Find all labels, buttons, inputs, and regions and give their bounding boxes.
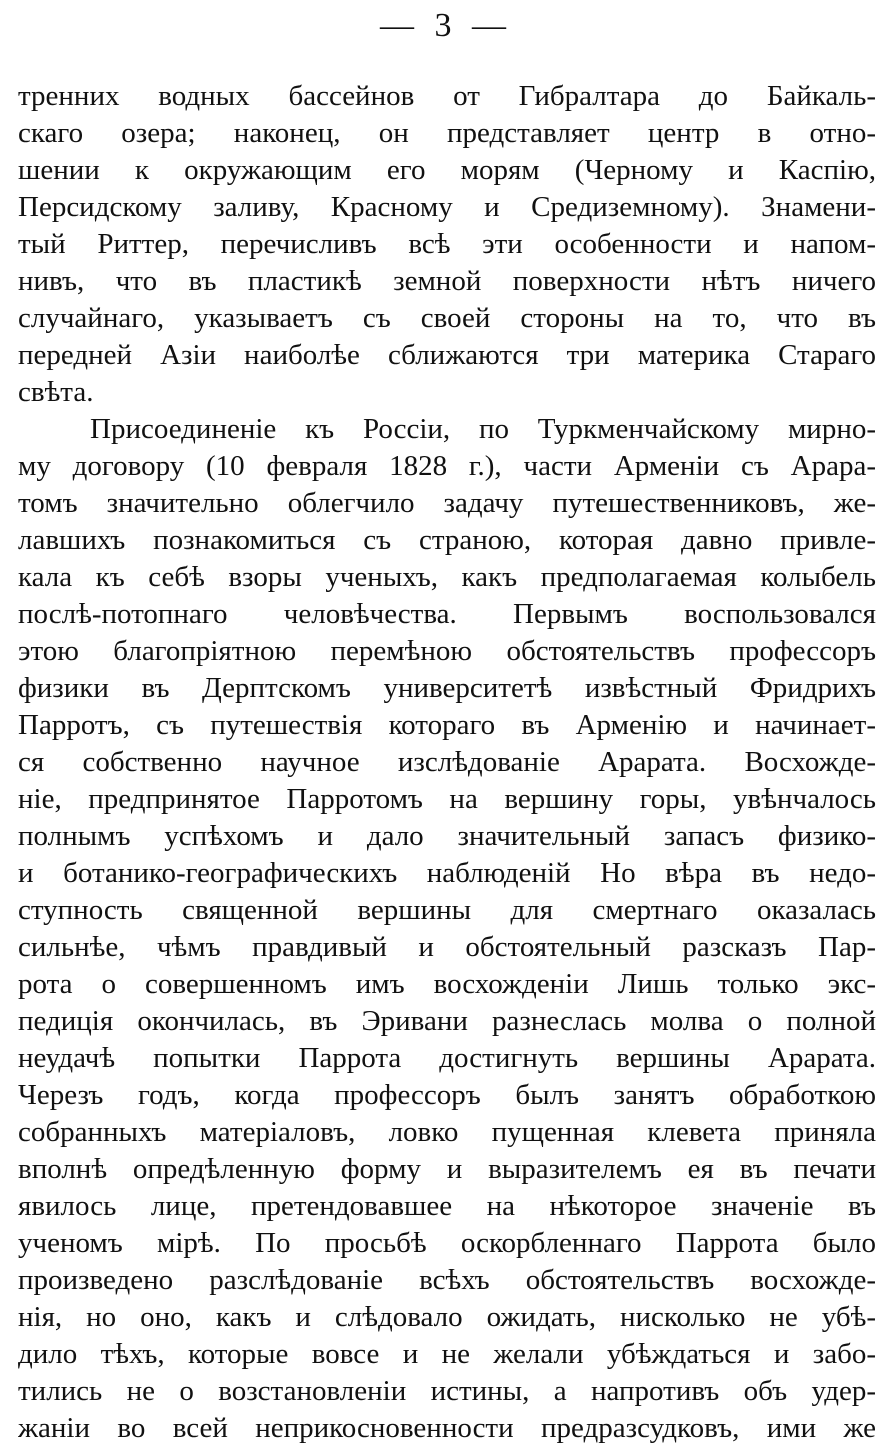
paragraph-start-line: Присоединеніе къ Россіи, по Туркменчайскому мирно- — [90, 413, 876, 445]
text-line: и ботанико-географическихъ наблюденій Но вѣра въ недо- — [18, 857, 876, 889]
text-line: жаніи во всей неприкосновенности предразсудковъ, ими же — [18, 1412, 876, 1444]
text-line: ся собственно научное изслѣдованіе Арарата. Восхожде- — [18, 746, 876, 778]
text-line: скаго озера; наконец, он представляет центр в отно- — [18, 117, 876, 149]
text-line: ніе, предпринятое Парротомъ на вершину горы, увѣнчалось — [18, 783, 876, 815]
text-line: полнымъ успѣхомъ и дало значительный запасъ физико- — [18, 820, 876, 852]
text-line: послѣ-потопнаго человѣчества. Первымъ воспользовался — [18, 598, 876, 630]
text-line: ученомъ мірѣ. По просьбѣ оскорбленнаго Паррота было — [18, 1227, 876, 1259]
text-line: Парротъ, съ путешествія котораго въ Арменію и начинает- — [18, 709, 876, 741]
text-line: Черезъ годъ, когда профессоръ былъ занятъ обработкою — [18, 1079, 876, 1111]
text-line: тый Риттер, перечисливъ всѣ эти особенности и напом- — [18, 228, 876, 260]
text-line: тились не о возстановленіи истины, а напротивъ объ удер- — [18, 1375, 876, 1407]
text-line: педиція окончилась, въ Эривани разнеслась молва о полной — [18, 1005, 876, 1037]
text-line: ступность священной вершины для смертнаго оказалась — [18, 894, 876, 926]
text-line: собранныхъ матеріаловъ, ловко пущенная клевета приняла — [18, 1116, 876, 1148]
paragraph-end-line: свѣта. — [18, 376, 94, 408]
text-line: лавшихъ познакомиться съ страною, которая давно привле- — [18, 524, 876, 556]
text-line: явилось лице, претендовавшее на нѣкоторое значеніе въ — [18, 1190, 876, 1222]
page-number: — 3 — — [380, 7, 512, 44]
body-text — [18, 78, 876, 1447]
text-line: произведено разслѣдованіе всѣхъ обстоятельствъ восхожде- — [18, 1264, 876, 1296]
text-line: этою благопріятною перемѣною обстоятельствъ профессоръ — [18, 635, 876, 667]
text-line: томъ значительно облегчило задачу путешественниковъ, же- — [18, 487, 876, 519]
text-line: му договору (10 февраля 1828 г.), части Арменіи съ Арара- — [18, 450, 876, 482]
text-line: кала къ себѣ взоры ученыхъ, какъ предполагаемая колыбель — [18, 561, 876, 593]
text-line: дило тѣхъ, которые вовсе и не желали убѣждаться и забо- — [18, 1338, 876, 1370]
text-line: тренних водных бассейнов от Гибралтара до Байкаль- — [18, 80, 876, 112]
text-line: шении к окружающим его морям (Черному и Каспію, — [18, 154, 876, 186]
text-line: неудачѣ попытки Паррота достигнуть вершины Арарата. — [18, 1042, 876, 1074]
text-line: физики въ Дерптскомъ университетѣ извѣстный Фридрихъ — [18, 672, 876, 704]
text-line: вполнѣ опредѣленную форму и выразителемъ ея въ печати — [18, 1153, 876, 1185]
text-line: Персидскому заливу, Красному и Средиземному). Знамени- — [18, 191, 876, 223]
text-line: передней Азіи наиболѣе сближаются три материка Стараго — [18, 339, 876, 371]
text-line: сильнѣе, чѣмъ правдивый и обстоятельный разсказъ Пар- — [18, 931, 876, 963]
text-line: случайнаго, указываетъ съ своей стороны на то, что въ — [18, 302, 876, 334]
text-line: нивъ, что въ пластикѣ земной поверхности нѣтъ ничего — [18, 265, 876, 297]
text-line: рота о совершенномъ имъ восхожденіи Лишь только экс- — [18, 968, 876, 1000]
text-line: нія, но оно, какъ и слѣдовало ожидать, нисколько не убѣ- — [18, 1301, 876, 1333]
